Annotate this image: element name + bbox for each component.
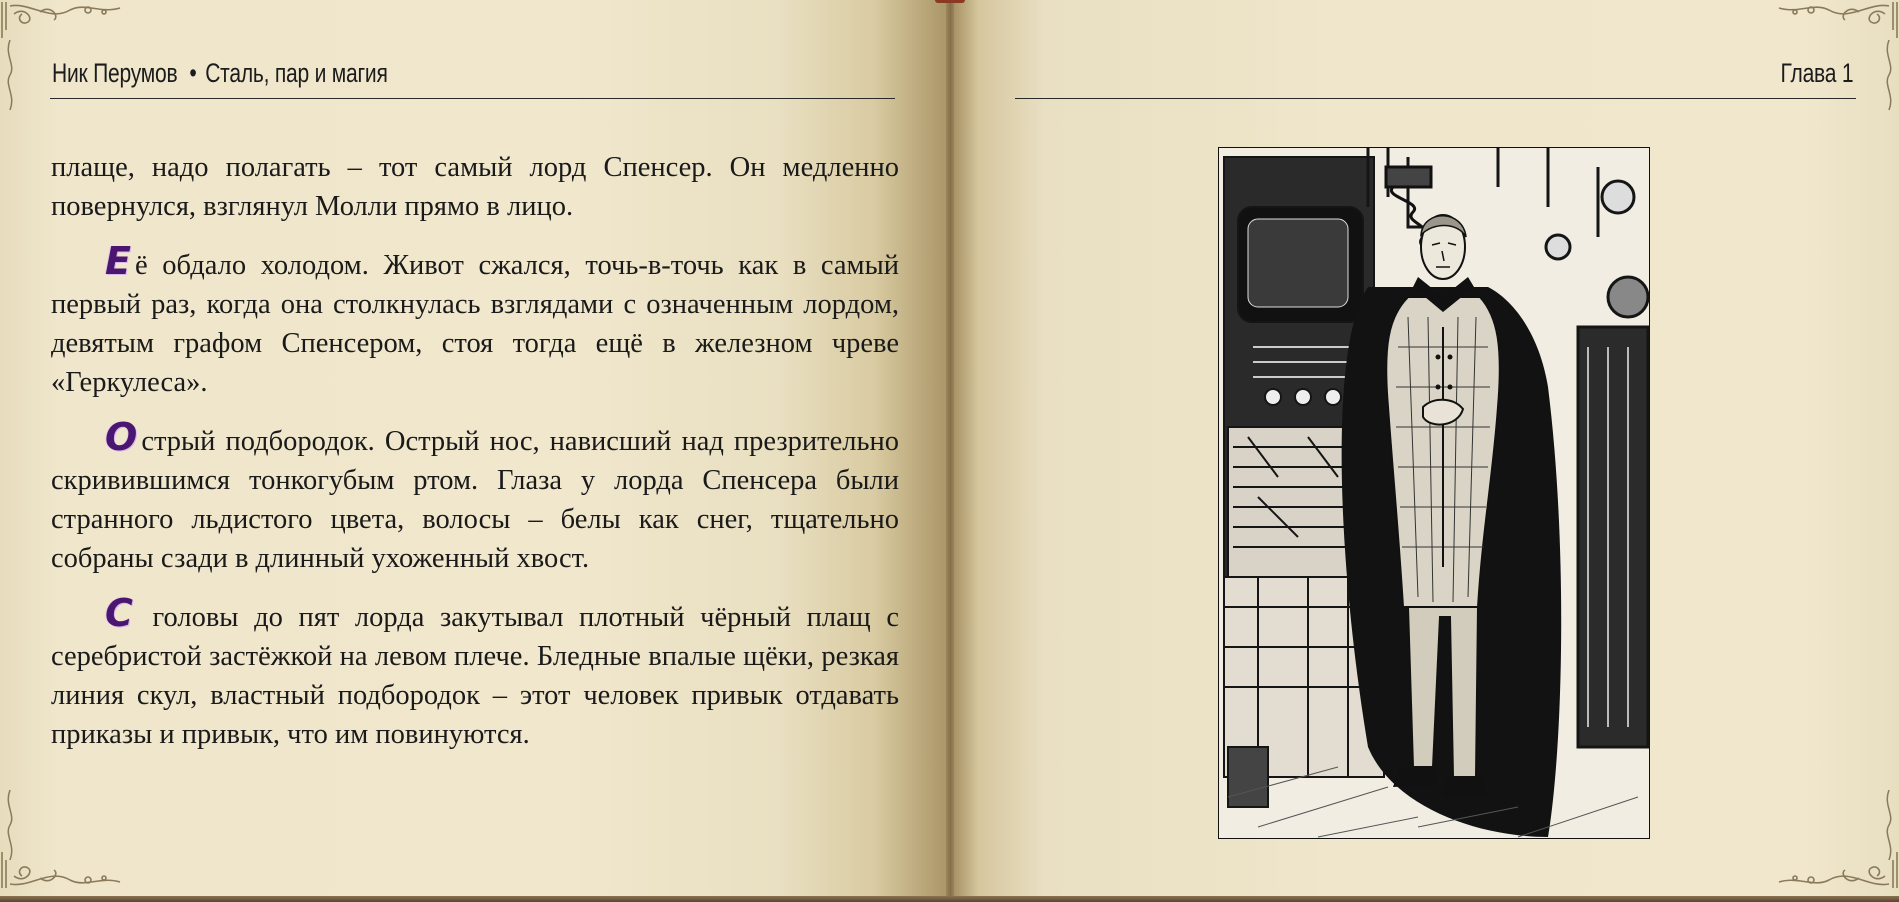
corner-ornament	[1769, 850, 1899, 890]
left-page[interactable]	[0, 0, 950, 896]
drop-cap: О	[105, 415, 138, 459]
drop-cap: Е	[105, 239, 131, 283]
chapter-header: Глава 1	[1780, 58, 1853, 88]
paragraph-text: плаще, надо полагать – тот самый лорд Спенсер. Он медленно повернулся, взглянул Молли прямо в лицо.	[51, 152, 899, 222]
running-header	[52, 58, 388, 89]
side-flourish	[1883, 40, 1895, 110]
page-stack-edge	[0, 896, 1899, 902]
bookmark-ribbon	[935, 0, 965, 3]
paragraph	[51, 148, 899, 226]
paragraph-text: стрый подбородок. Острый нос, нависший над презрительно скривившимся тонкогубым ртом. Глаза у лорда Спенсера были странного льдистого цвета, волосы – белы как снег, тщательно собраны сзади в длинный ухоженный хвост.	[51, 426, 899, 574]
corner-ornament	[0, 850, 130, 890]
side-flourish	[4, 790, 16, 860]
paragraph-text: головы до пят лорда закутывал плотный чёрный плащ с серебристой застёжкой на левом плече. Бледные впалые щёки, резкая линия скул, властный подбородок – этот человек привык отдавать приказы и привык, что им повинуются.	[51, 602, 899, 750]
author-name: Ник Перумов	[52, 58, 178, 88]
paragraph	[51, 591, 899, 754]
corner-ornament	[1769, 0, 1899, 40]
paragraph	[51, 239, 899, 402]
character-illustration	[1218, 147, 1650, 839]
side-flourish	[1883, 790, 1895, 860]
header-rule	[50, 98, 895, 99]
paragraph-text: ё обдало холодом. Живот сжался, точь-в-точь как в самый первый раз, когда она столкнулась взглядами с означенным лордом, девятым графом Спенсером, стоя тогда ещё в железном чреве «Геркулеса».	[51, 250, 899, 398]
drop-cap: С	[105, 591, 133, 635]
side-flourish	[4, 40, 16, 110]
header-rule	[1015, 98, 1856, 99]
book-gutter	[946, 0, 954, 896]
header-separator: •	[189, 58, 197, 88]
book-title: Сталь, пар и магия	[205, 58, 388, 88]
page-body	[51, 148, 899, 770]
corner-ornament	[0, 0, 130, 40]
paragraph	[51, 415, 899, 578]
